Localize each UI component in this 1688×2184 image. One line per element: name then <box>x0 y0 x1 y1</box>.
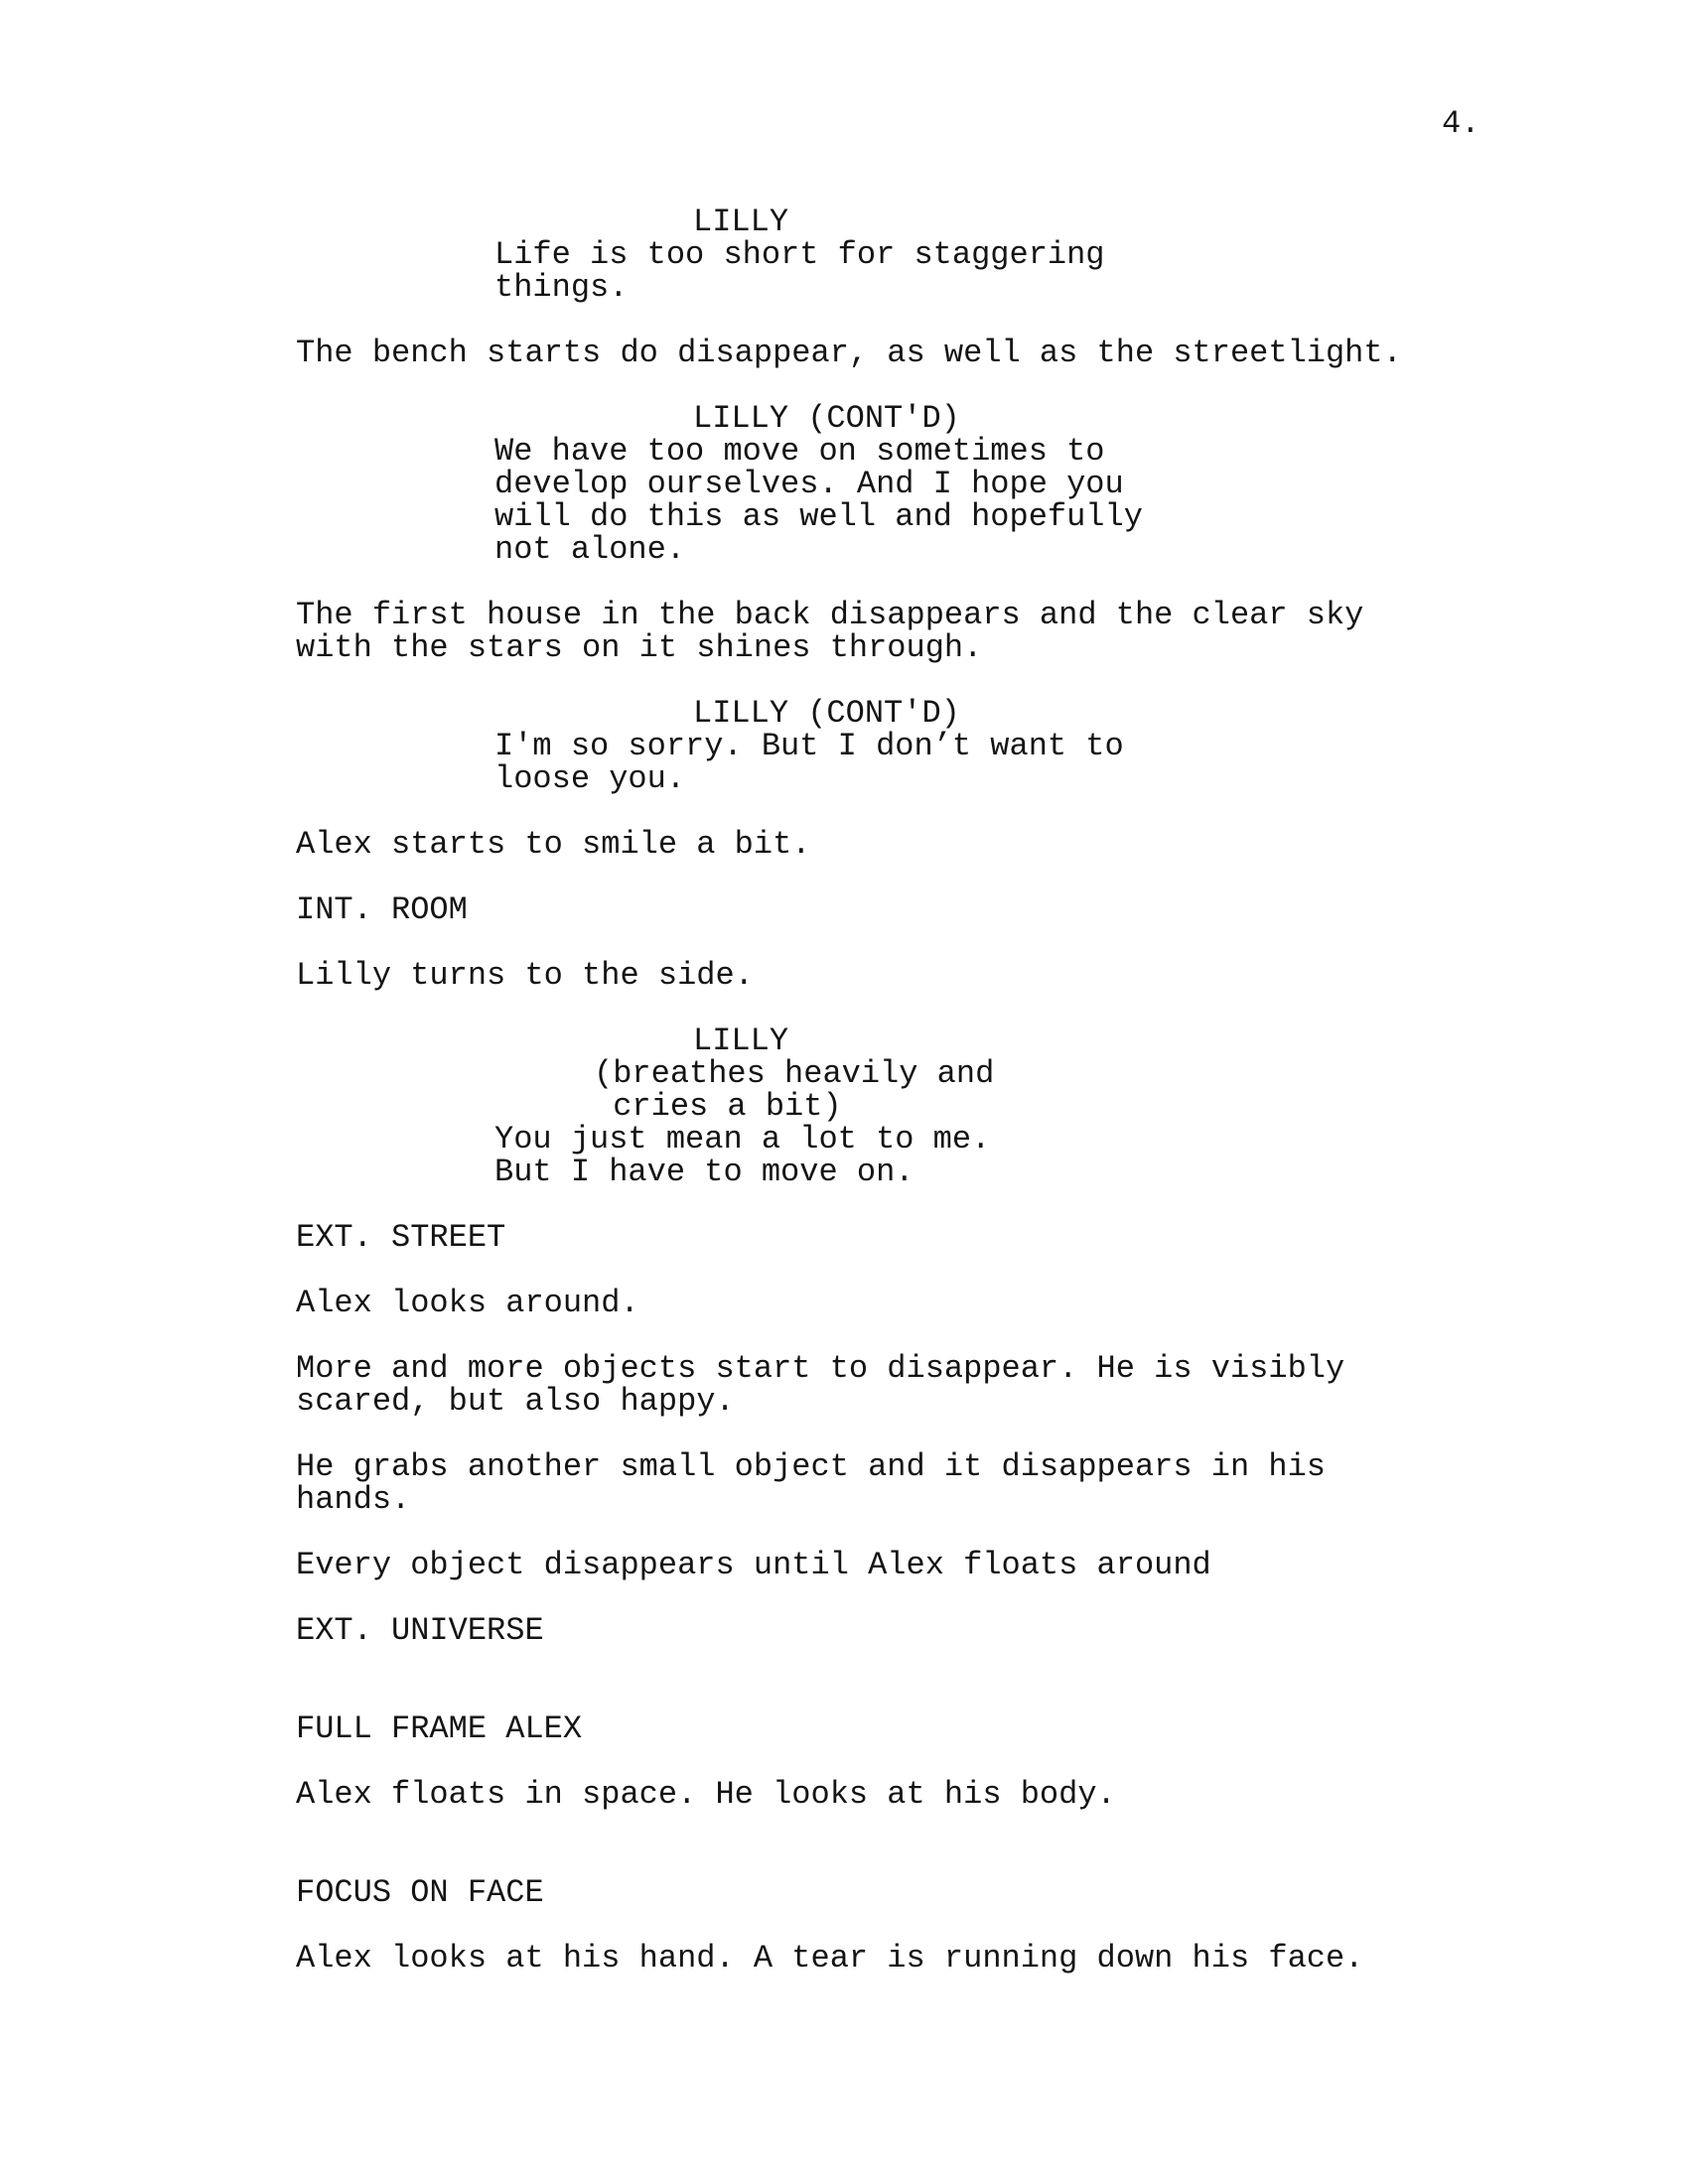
action-line: hands. <box>296 1481 411 1518</box>
action-line: The bench starts do disappear, as well as the streetlight. <box>296 335 1402 371</box>
dialogue-line: Life is too short for staggering <box>494 236 1105 273</box>
action-line: Every object disappears until Alex floats around <box>296 1547 1211 1583</box>
action-line: Alex starts to smile a bit. <box>296 826 811 863</box>
dialogue-line: not alone. <box>494 531 686 568</box>
dialogue-line: develop ourselves. And I hope you <box>494 466 1124 502</box>
character-name: LILLY <box>693 204 789 240</box>
dialogue-line: You just mean a lot to me. <box>494 1121 991 1158</box>
parenthetical-line: cries a bit) <box>594 1088 842 1125</box>
dialogue-line: I'm so sorry. But I don’t want to <box>494 728 1124 764</box>
dialogue-line: will do this as well and hopefully <box>494 498 1143 535</box>
action-line: Lilly turns to the side. <box>296 957 754 994</box>
dialogue-line: things. <box>494 269 629 306</box>
action-line: Alex looks around. <box>296 1285 639 1321</box>
character-name: LILLY (CONT'D) <box>693 695 960 732</box>
parenthetical-line: (breathes heavily and <box>594 1055 995 1092</box>
action-line: with the stars on it shines through. <box>296 629 983 666</box>
scene-heading: INT. ROOM <box>296 891 468 928</box>
scene-heading: EXT. STREET <box>296 1219 506 1256</box>
screenplay-body <box>296 205 1438 1975</box>
character-name: LILLY (CONT'D) <box>693 400 960 437</box>
action-line: Alex floats in space. He looks at his body. <box>296 1776 1116 1813</box>
page-number: 4. <box>1442 105 1480 142</box>
character-name: LILLY <box>693 1023 789 1059</box>
action-line: The first house in the back disappears and the clear sky <box>296 597 1364 633</box>
scene-heading: EXT. UNIVERSE <box>296 1612 544 1649</box>
action-line: More and more objects start to disappear. He is visibly <box>296 1350 1345 1387</box>
shot-heading: FULL FRAME ALEX <box>296 1710 583 1747</box>
dialogue-line: We have too move on sometimes to <box>494 433 1105 470</box>
action-line: Alex looks at his hand. A tear is running down his face. <box>296 1940 1364 1977</box>
dialogue-line: loose you. <box>494 760 686 797</box>
action-line: He grabs another small object and it disappears in his <box>296 1448 1326 1485</box>
action-line: scared, but also happy. <box>296 1383 735 1420</box>
dialogue-line: But I have to move on. <box>494 1154 914 1190</box>
shot-heading: FOCUS ON FACE <box>296 1874 544 1911</box>
